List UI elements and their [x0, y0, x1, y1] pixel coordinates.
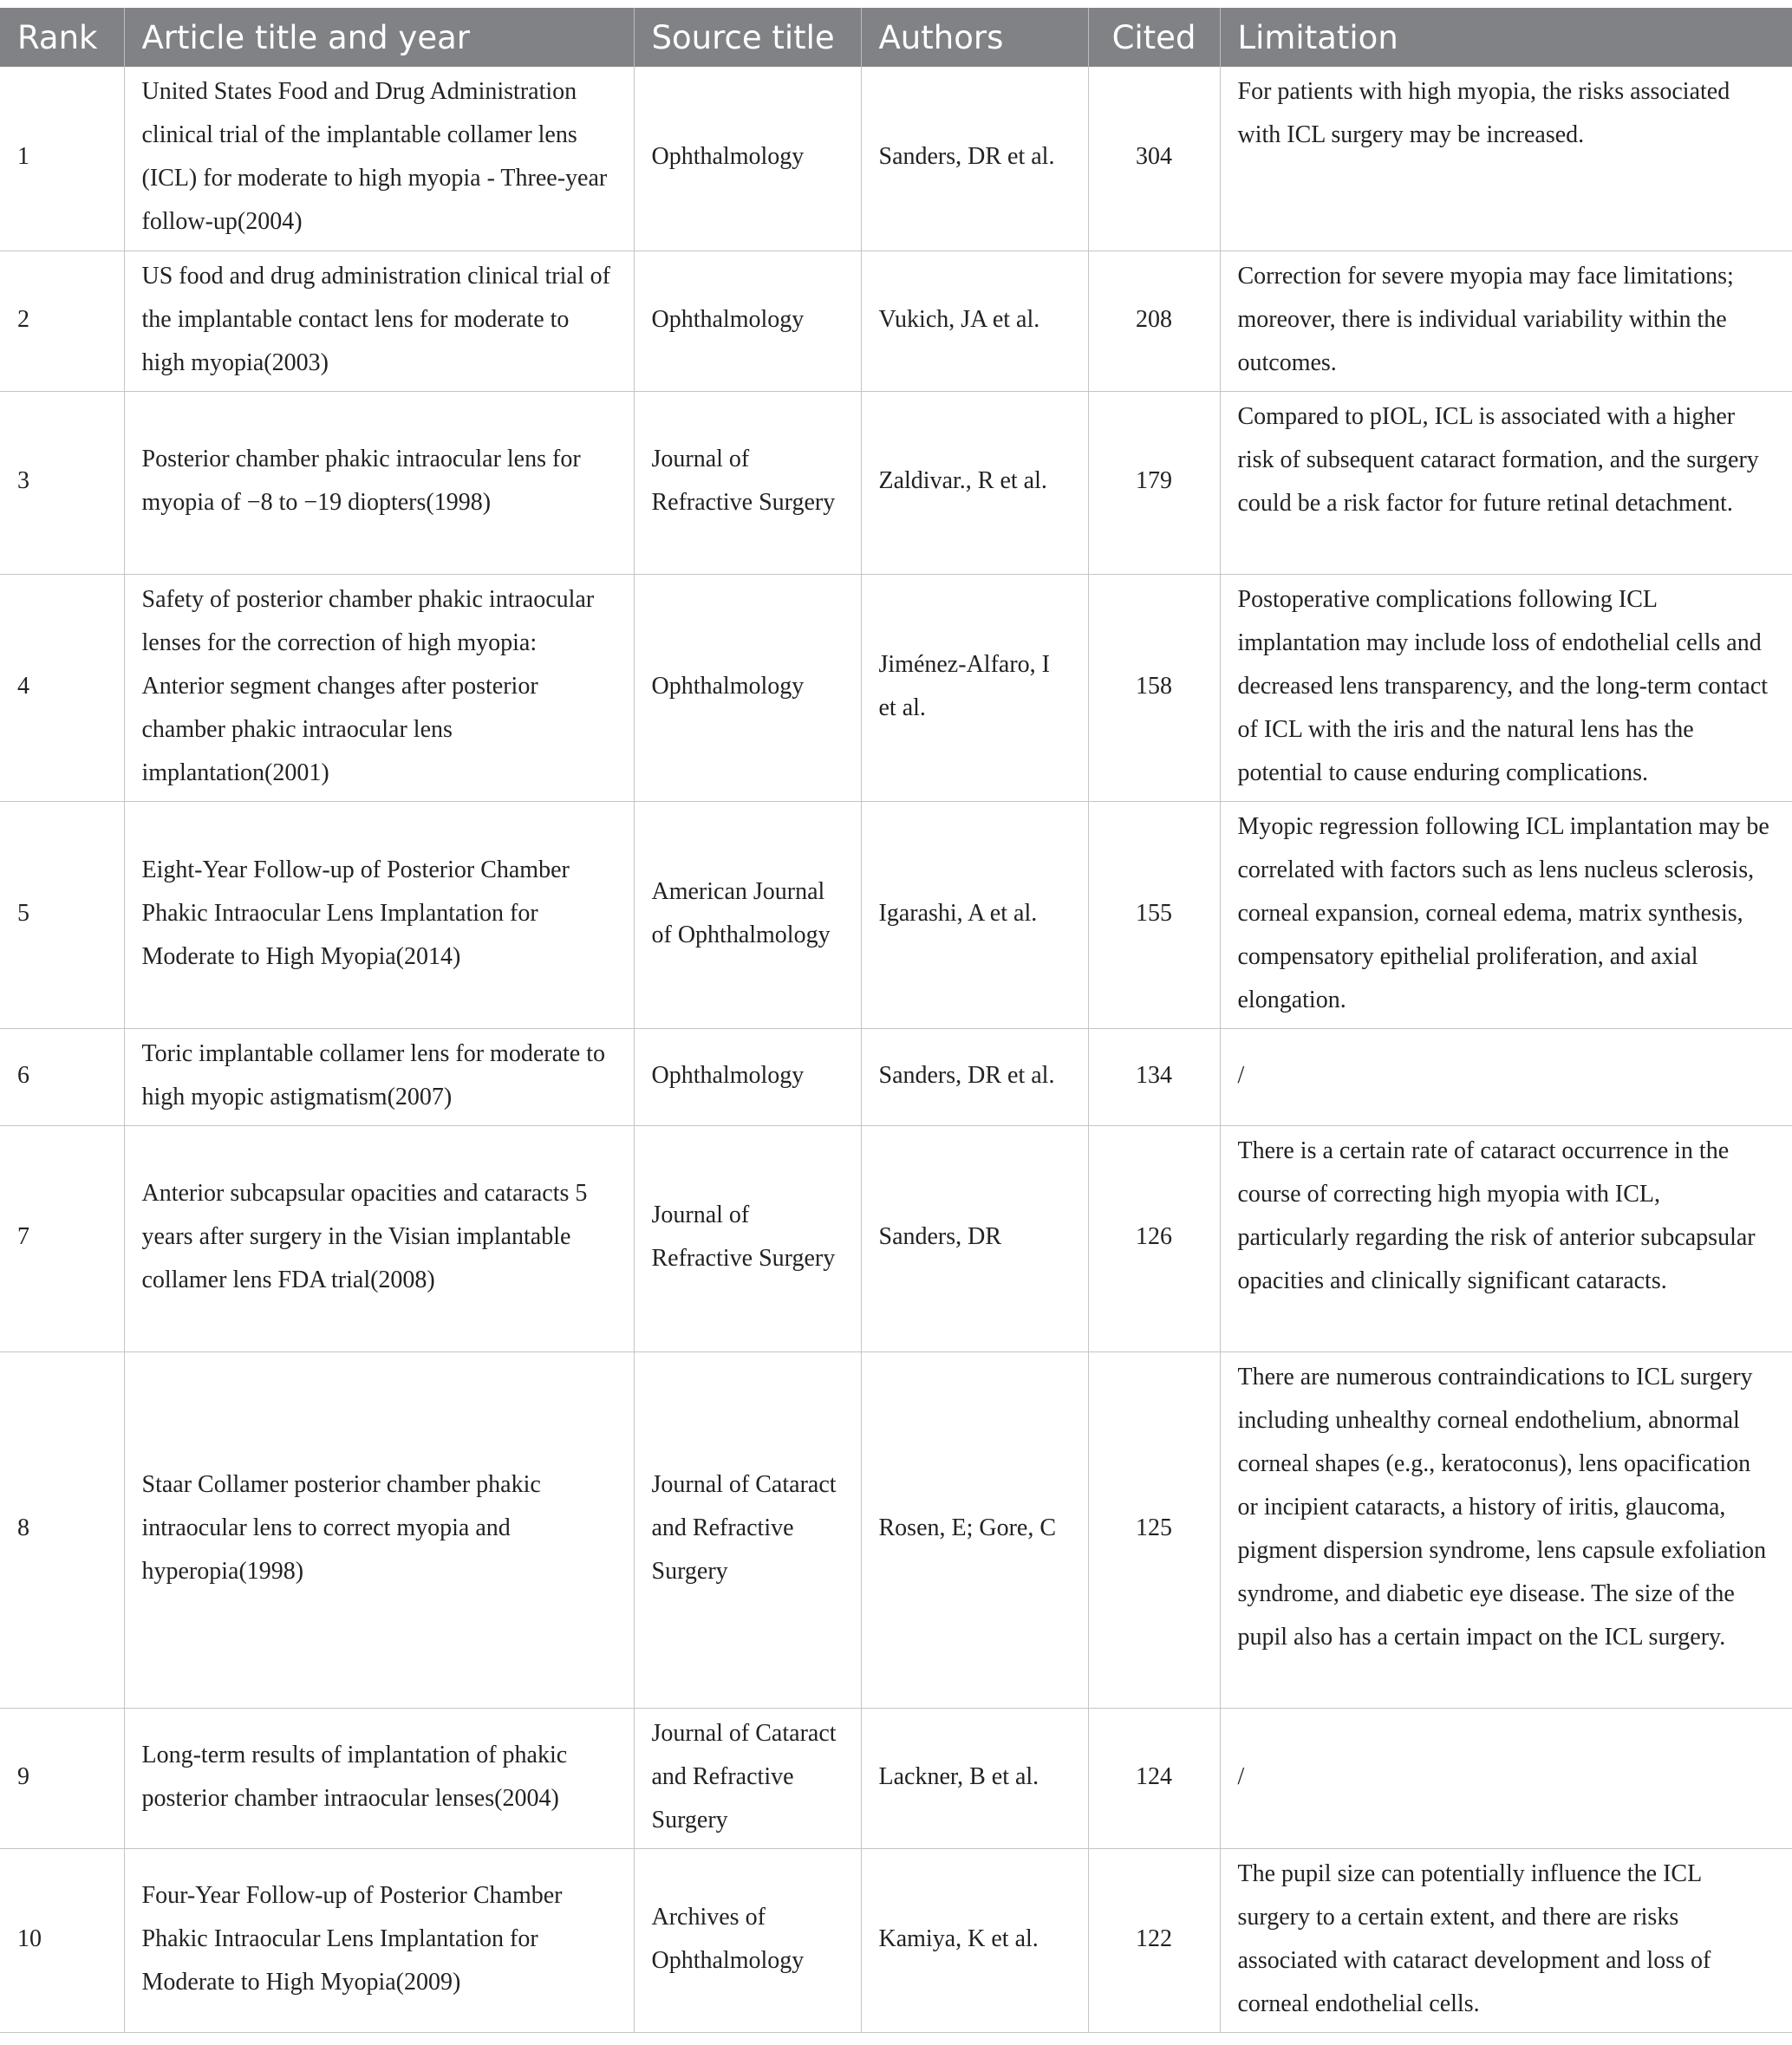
table-row	[0, 67, 1792, 251]
rank-cell: 2	[0, 251, 124, 391]
header-article-title-year: Article title and year	[124, 8, 634, 67]
rank-cell: 5	[0, 801, 124, 1028]
source-title-cell: Ophthalmology	[634, 67, 861, 251]
article-title-cell: Anterior subcapsular opacities and cataracts 5 years after surgery in the Visian implantable collamer lens FDA trial(2008)	[124, 1125, 634, 1351]
rank-cell: 10	[0, 1848, 124, 2032]
table-row	[0, 1028, 1792, 1125]
article-title-cell: Posterior chamber phakic intraocular lens for myopia of −8 to −19 diopters(1998)	[124, 391, 634, 574]
article-title-cell: Four-Year Follow-up of Posterior Chamber Phakic Intraocular Lens Implantation for Moderate to High Myopia(2009)	[124, 1848, 634, 2032]
source-title-cell: Journal of Refractive Surgery	[634, 391, 861, 574]
table-row	[0, 251, 1792, 391]
authors-cell: Zaldivar., R et al.	[861, 391, 1088, 574]
table-body	[0, 67, 1792, 2032]
limitation-cell: Correction for severe myopia may face limitations; moreover, there is individual variability within the outcomes.	[1220, 251, 1792, 391]
article-title-cell: Eight-Year Follow-up of Posterior Chamber Phakic Intraocular Lens Implantation for Moderate to High Myopia(2014)	[124, 801, 634, 1028]
header-row	[0, 8, 1792, 67]
cited-cell: 124	[1088, 1708, 1220, 1848]
article-title-cell: Toric implantable collamer lens for moderate to high myopic astigmatism(2007)	[124, 1028, 634, 1125]
authors-cell: Rosen, E; Gore, C	[861, 1351, 1088, 1708]
rank-cell: 8	[0, 1351, 124, 1708]
header-cited: Cited	[1088, 8, 1220, 67]
cited-cell: 208	[1088, 251, 1220, 391]
table-row	[0, 1351, 1792, 1708]
limitation-cell: /	[1220, 1028, 1792, 1125]
limitation-cell: Postoperative complications following ICL implantation may include loss of endothelial cells and decreased lens transparency, and the long-term contact of ICL with the iris and the natural lens has the potential to cause enduring complications.	[1220, 574, 1792, 801]
cited-cell: 122	[1088, 1848, 1220, 2032]
article-title-cell: United States Food and Drug Administration clinical trial of the implantable collamer lens (ICL) for moderate to high myopia - Three-year follow-up(2004)	[124, 67, 634, 251]
source-title-cell: Journal of Cataract and Refractive Surgery	[634, 1708, 861, 1848]
table-row	[0, 1708, 1792, 1848]
limitation-cell: The pupil size can potentially influence the ICL surgery to a certain extent, and there are risks associated with cataract development and loss of corneal endothelial cells.	[1220, 1848, 1792, 2032]
cited-cell: 304	[1088, 67, 1220, 251]
source-title-cell: Ophthalmology	[634, 1028, 861, 1125]
source-title-cell: Archives of Ophthalmology	[634, 1848, 861, 2032]
source-title-cell: Ophthalmology	[634, 574, 861, 801]
table-header	[0, 8, 1792, 67]
cited-cell: 179	[1088, 391, 1220, 574]
rank-cell: 9	[0, 1708, 124, 1848]
header-rank: Rank	[0, 8, 124, 67]
source-title-cell: Journal of Refractive Surgery	[634, 1125, 861, 1351]
cited-cell: 158	[1088, 574, 1220, 801]
limitation-cell: For patients with high myopia, the risks associated with ICL surgery may be increased.	[1220, 67, 1792, 251]
table-row	[0, 1125, 1792, 1351]
header-authors: Authors	[861, 8, 1088, 67]
cited-cell: 134	[1088, 1028, 1220, 1125]
authors-cell: Sanders, DR et al.	[861, 67, 1088, 251]
table-row	[0, 1848, 1792, 2032]
table-row	[0, 574, 1792, 801]
source-title-cell: American Journal of Ophthalmology	[634, 801, 861, 1028]
limitation-cell: There are numerous contraindications to ICL surgery including unhealthy corneal endothelium, abnormal corneal shapes (e.g., keratoconus), lens opacification or incipient cataracts, a history of iritis, glaucoma, pigment dispersion syndrome, lens capsule exfoliation syndrome, and diabetic eye disease. The size of the pupil also has a certain impact on the ICL surgery.	[1220, 1351, 1792, 1708]
authors-cell: Kamiya, K et al.	[861, 1848, 1088, 2032]
article-title-cell: Safety of posterior chamber phakic intraocular lenses for the correction of high myopia: Anterior segment changes after posterior chamber phakic intraocular lens implantation(2001)	[124, 574, 634, 801]
authors-cell: Jiménez-Alfaro, I et al.	[861, 574, 1088, 801]
authors-cell: Igarashi, A et al.	[861, 801, 1088, 1028]
rank-cell: 7	[0, 1125, 124, 1351]
limitation-cell: Compared to pIOL, ICL is associated with a higher risk of subsequent cataract formation, and the surgery could be a risk factor for future retinal detachment.	[1220, 391, 1792, 574]
limitation-cell: /	[1220, 1708, 1792, 1848]
article-title-cell: Long-term results of implantation of phakic posterior chamber intraocular lenses(2004)	[124, 1708, 634, 1848]
authors-cell: Sanders, DR et al.	[861, 1028, 1088, 1125]
table-row	[0, 801, 1792, 1028]
article-title-cell: US food and drug administration clinical trial of the implantable contact lens for moderate to high myopia(2003)	[124, 251, 634, 391]
cited-cell: 155	[1088, 801, 1220, 1028]
limitation-cell: There is a certain rate of cataract occurrence in the course of correcting high myopia with ICL, particularly regarding the risk of anterior subcapsular opacities and clinically significant cataracts.	[1220, 1125, 1792, 1351]
header-limitation: Limitation	[1220, 8, 1792, 67]
source-title-cell: Journal of Cataract and Refractive Surgery	[634, 1351, 861, 1708]
limitation-cell: Myopic regression following ICL implantation may be correlated with factors such as lens nucleus sclerosis, corneal expansion, corneal edema, matrix synthesis, compensatory epithelial proliferation, and axial elongation.	[1220, 801, 1792, 1028]
rank-cell: 4	[0, 574, 124, 801]
cited-cell: 126	[1088, 1125, 1220, 1351]
article-title-cell: Staar Collamer posterior chamber phakic intraocular lens to correct myopia and hyperopia(1998)	[124, 1351, 634, 1708]
authors-cell: Vukich, JA et al.	[861, 251, 1088, 391]
table-row	[0, 391, 1792, 574]
citation-table	[0, 8, 1792, 2033]
authors-cell: Lackner, B et al.	[861, 1708, 1088, 1848]
rank-cell: 3	[0, 391, 124, 574]
header-source-title: Source title	[634, 8, 861, 67]
cited-cell: 125	[1088, 1351, 1220, 1708]
rank-cell: 6	[0, 1028, 124, 1125]
authors-cell: Sanders, DR	[861, 1125, 1088, 1351]
source-title-cell: Ophthalmology	[634, 251, 861, 391]
rank-cell: 1	[0, 67, 124, 251]
